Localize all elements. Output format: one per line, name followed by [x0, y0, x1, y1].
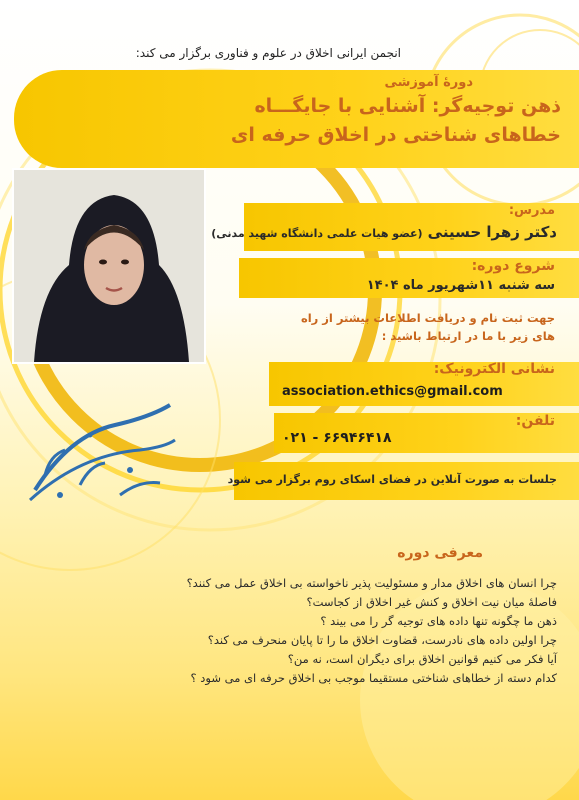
logo-calligraphy [20, 395, 180, 515]
instructor-name: دکتر زهرا حسینی [427, 223, 557, 241]
question-list [187, 574, 557, 688]
session-note: جلسات به صورت آنلاین در فضای اسکای روم برگزار می شود [227, 473, 557, 486]
question-item: چرا اولین داده های نادرست، قضاوت اخلاق ما را تا پایان منحرف می کند؟ [207, 633, 557, 647]
question-item: ذهن ما چگونه تنها داده های توجیه گر را می بیند ؟ [320, 614, 557, 628]
phone-value[interactable]: ۰۲۱ - ۶۶۹۴۶۴۱۸ [282, 430, 392, 446]
question-item: کدام دسته از خطاهای شناختی مستقیما موجب بی اخلاق حرفه ای می شود ؟ [190, 671, 557, 685]
question-item: چرا انسان های اخلاق مدار و مسئولیت پذیر ناخواسته بی اخلاق عمل می کنند؟ [186, 576, 557, 590]
intro-title: معرفی دوره [397, 545, 483, 561]
email-value[interactable]: association.ethics@gmail.com [282, 384, 503, 399]
registration-line2: های زیر با ما در ارتباط باشید : [381, 329, 555, 343]
organizer-line: انجمن ایرانی اخلاق در علوم و فناوری برگزار می کند: [135, 46, 401, 60]
registration-line1: جهت ثبت نام و دریافت اطلاعات بیشتر از راه [300, 311, 555, 325]
start-date: سه شنبه ۱۱شهریور ماه ۱۴۰۴ [366, 278, 555, 293]
question-item: فاصلۀ میان نیت اخلاق و کنش غیر اخلاق از کجاست؟ [306, 595, 557, 609]
title-band [14, 70, 579, 168]
instructor-photo [12, 168, 206, 364]
portrait-illustration [14, 170, 204, 362]
question-item: آیا فکر می کنیم قوانین اخلاق برای دیگران است، نه من؟ [287, 652, 557, 666]
course-type: دورۀ آموزشی [384, 75, 473, 90]
course-title-line2: خطاهای شناختی در اخلاق حرفه ای [230, 124, 561, 146]
association-logo [20, 395, 180, 515]
instructor-label: مدرس: [508, 203, 555, 218]
course-title-line1: ذهن توجیه‌گر: آشنایی با جایگـــاه [254, 95, 561, 117]
email-label: نشانی الکترونیک: [433, 361, 555, 377]
start-label: شروع دوره: [471, 258, 555, 274]
instructor-line [211, 222, 557, 241]
instructor-affiliation: (عضو هیات علمی دانشگاه شهید مدنی) [211, 227, 423, 240]
phone-label: تلفن: [515, 413, 555, 429]
